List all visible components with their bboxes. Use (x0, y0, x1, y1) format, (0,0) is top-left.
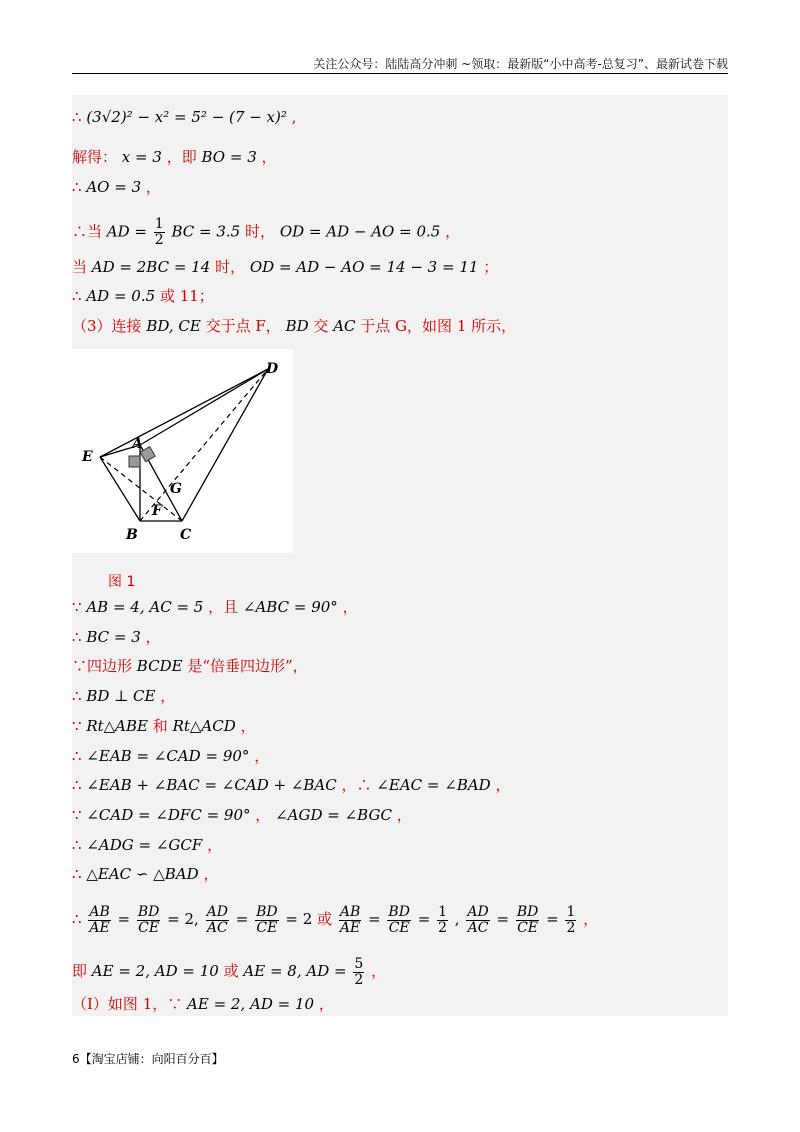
fraction-bd-ce (387, 905, 411, 936)
math-od: OD = AD − AO = 0.5 (279, 222, 441, 241)
math-angles-90: ∠EAB = ∠CAD = 90° (86, 747, 250, 765)
therefore-symbol: ∴ (72, 747, 82, 765)
label-f: F (152, 503, 162, 519)
math-similar-triangles: △EAC ∽ △BAD (86, 865, 199, 883)
fraction-denominator: CE (256, 919, 278, 936)
proof-line-18-ratios: ∴ $\frac{AB}{AE}$ = $\frac{BD}{CE}$ = 2, $\frac{AD}{AC}$ = $\frac{BD}{CE}$ = 2 或 $\frac{AB}{AE}$ = $\frac{BD}{CE}$ = $\frac{1}{2}$ , $\frac{AD}{AC}$ = $\frac{BD}{CE}$ = $\frac{1}{2}$ ， (72, 903, 599, 936)
fraction-ad-ac (206, 905, 229, 936)
math-ae-ad-case2: AE = 8, AD = (243, 962, 347, 980)
equals-two: = 2 (285, 910, 313, 928)
math-angle-abc: ∠ABC = 90° (242, 598, 338, 616)
solution-line-4 (72, 217, 460, 248)
fraction-denominator: AC (467, 919, 489, 936)
punctuation: ， (255, 806, 271, 824)
math-bcde: BCDE (136, 657, 183, 675)
fraction-denominator: 2 (438, 919, 447, 936)
math-angle-cad-dfc: ∠CAD = ∠DFC = 90° (86, 806, 251, 824)
math-bd-ce: BD, CE (146, 317, 201, 335)
punctuation: ， (145, 628, 161, 646)
solution-line-6 (72, 286, 214, 306)
math-od: OD = AD − AO = 14 − 3 = 11 (249, 258, 479, 276)
fraction-denominator: AE (339, 919, 361, 936)
fraction-numerator: 1 (154, 216, 164, 232)
proof-line-13 (72, 746, 269, 766)
math-bd: BD (285, 317, 309, 335)
solution-panel (72, 95, 728, 1016)
math-ad: AD = 2BC = 14 (91, 258, 211, 276)
fraction-numerator: BD (388, 903, 410, 920)
fraction-denominator: 2 (354, 971, 364, 988)
proof-line-9 (72, 627, 161, 647)
therefore-symbol: ∴ (72, 108, 82, 126)
fraction-denominator: CE (517, 919, 539, 936)
because-symbol: ∵ (72, 598, 82, 616)
geometry-figure (72, 349, 293, 553)
therefore-symbol: ∴ (72, 776, 82, 794)
proof-line-20 (72, 994, 334, 1014)
right-angle-marker-a (129, 456, 140, 467)
text-and: 和 (152, 717, 168, 735)
therefore-symbol: ∴ (72, 628, 82, 646)
fraction-denominator: CE (388, 919, 410, 936)
fraction-numerator: 1 (438, 903, 447, 920)
punctuation: ， (207, 836, 223, 854)
math-ae-ad: AE = 2, AD = 10 (187, 995, 315, 1013)
fraction-ad-ac (466, 905, 489, 936)
punctuation: ， (261, 148, 277, 166)
punctuation: ， (342, 598, 358, 616)
fraction-numerator: BD (516, 903, 539, 920)
fraction-bd-ce (516, 905, 540, 936)
fraction-one-half (437, 905, 448, 936)
segment-bd-dashed (140, 369, 268, 521)
fraction-ab-ae (339, 905, 361, 936)
fraction-denominator: AC (206, 919, 228, 936)
fraction-numerator: AD (467, 903, 489, 920)
fraction-ab-ae (88, 905, 110, 936)
label-d: D (266, 361, 279, 377)
equation-line-1 (72, 107, 296, 127)
punctuation: ， (254, 747, 270, 765)
label-g: G (170, 481, 182, 497)
fraction-denominator: CE (138, 919, 160, 936)
math-ad: AD = 0.5 (86, 287, 156, 305)
punctuation: ； (483, 258, 499, 276)
fraction-numerator: AD (206, 903, 228, 920)
math-perpendicular: BD ⊥ CE (86, 687, 156, 705)
text-case-one: （Ⅰ）如图 1，∵ (72, 995, 183, 1013)
figure-svg (72, 349, 293, 553)
punctuation: ， (145, 178, 161, 196)
solution-line-5 (72, 257, 498, 277)
fraction-denominator: 2 (154, 232, 164, 248)
fraction-numerator: BD (256, 903, 278, 920)
text-or: 或 (317, 910, 333, 928)
math-rt-acd: Rt△ACD (172, 717, 236, 735)
therefore-symbol: ∴ (72, 287, 82, 305)
proof-line-14 (72, 775, 511, 795)
punctuation: ， (583, 910, 599, 928)
proof-line-17 (72, 864, 218, 884)
label-e: E (82, 449, 93, 465)
text-time: 时， (245, 222, 276, 241)
punctuation: ， (240, 717, 256, 735)
fraction-numerator: AB (339, 903, 361, 920)
text-point-g: 于点 G，如图 1 所示， (360, 317, 517, 335)
text-or: 或 11； (159, 287, 214, 305)
page-footer: 6【淘宝店铺：向阳百分百】 (72, 1052, 224, 1066)
text-when: ∴当 (72, 222, 103, 241)
math-bo: BO = 3 (201, 148, 257, 166)
solution-line-3 (72, 177, 161, 197)
proof-line-16 (72, 835, 222, 855)
text-connect: （3）连接 (72, 317, 142, 335)
fraction-five-halves (353, 957, 364, 988)
math-ae-ad-case1: AE = 2, AD = 10 (91, 962, 219, 980)
proof-line-12 (72, 716, 256, 736)
fraction-numerator: 5 (354, 955, 364, 972)
math-ab-ac: AB = 4, AC = 5 (86, 598, 204, 616)
therefore-symbol: ∴ (72, 865, 82, 883)
text-time: 时， (215, 258, 246, 276)
therefore-symbol: ∴ (72, 910, 82, 928)
punctuation: ， (396, 806, 412, 824)
figure-caption: 图 1 (108, 574, 136, 590)
punctuation: ， (495, 776, 511, 794)
therefore-symbol: ∴ (72, 178, 82, 196)
text-intersect: 交 (313, 317, 329, 335)
fraction-denominator: AE (89, 919, 110, 936)
text-double-perp: 是“倍垂四边形”， (187, 657, 308, 675)
math-ad: AD = (106, 222, 147, 241)
text-when: 当 (72, 258, 88, 276)
label-b: B (126, 527, 138, 543)
punctuation: , (291, 108, 297, 126)
fraction-one-half (565, 905, 576, 936)
text-ie: ，即 (166, 148, 197, 166)
punctuation: ， (318, 995, 334, 1013)
math-ao: AO = 3 (86, 178, 142, 196)
text-ie: 即 (72, 962, 88, 980)
label-c: C (180, 527, 192, 543)
fraction-denominator: 2 (566, 919, 576, 936)
text-and: ，且 (208, 598, 239, 616)
solution-line-2 (72, 147, 277, 167)
proof-line-8 (72, 597, 358, 617)
math-angle-adg-gcf: ∠ADG = ∠GCF (86, 836, 203, 854)
equation-expression: (3√2)² − x² = 5² − (7 − x)² (86, 108, 287, 126)
math-x: x = 3 (121, 148, 162, 166)
page-header: 关注公众号：陆陆高分冲刺 ~领取：最新版“小中高考-总复习”、最新试卷下载 (313, 57, 728, 71)
text-solve: 解得： (72, 148, 118, 166)
fraction-bd-ce (137, 905, 161, 936)
punctuation: ， (445, 222, 461, 241)
proof-line-10 (72, 656, 308, 676)
label-a: A (132, 436, 143, 452)
fraction-numerator: AB (89, 903, 110, 920)
proof-line-15 (72, 805, 412, 825)
punctuation: ， (203, 865, 219, 883)
math-bc: BC = 3 (86, 628, 141, 646)
text-intersect-f: 交于点 F， (205, 317, 281, 335)
header-divider (72, 73, 728, 74)
punctuation: ， (371, 962, 387, 980)
math-angle-eac-bad: ∠EAC = ∠BAD (376, 776, 491, 794)
text-quadrilateral: ∵四边形 (72, 657, 133, 675)
math-ac: AC (333, 317, 356, 335)
therefore-symbol: ∴ (72, 836, 82, 854)
math-angle-agd-bgc: ∠AGD = ∠BGC (275, 806, 392, 824)
fraction-numerator: 1 (566, 903, 576, 920)
equals-two: = 2, (167, 910, 199, 928)
math-bc: BC = 3.5 (171, 222, 241, 241)
solution-line-7 (72, 316, 516, 336)
therefore-symbol: ∴ (72, 687, 82, 705)
math-rt-abe: Rt△ABE (86, 717, 148, 735)
text-or: 或 (223, 962, 239, 980)
edge-ad (140, 369, 268, 445)
proof-line-11 (72, 686, 175, 706)
math-angle-sum: ∠EAB + ∠BAC = ∠CAD + ∠BAC (86, 776, 337, 794)
punctuation: ， (160, 687, 176, 705)
because-symbol: ∵ (72, 806, 82, 824)
because-symbol: ∵ (72, 717, 82, 735)
proof-line-19 (72, 953, 386, 989)
text-therefore: ，∴ (341, 776, 372, 794)
fraction-one-half (154, 217, 165, 248)
fraction-numerator: BD (137, 903, 160, 920)
fraction-bd-ce (255, 905, 279, 936)
